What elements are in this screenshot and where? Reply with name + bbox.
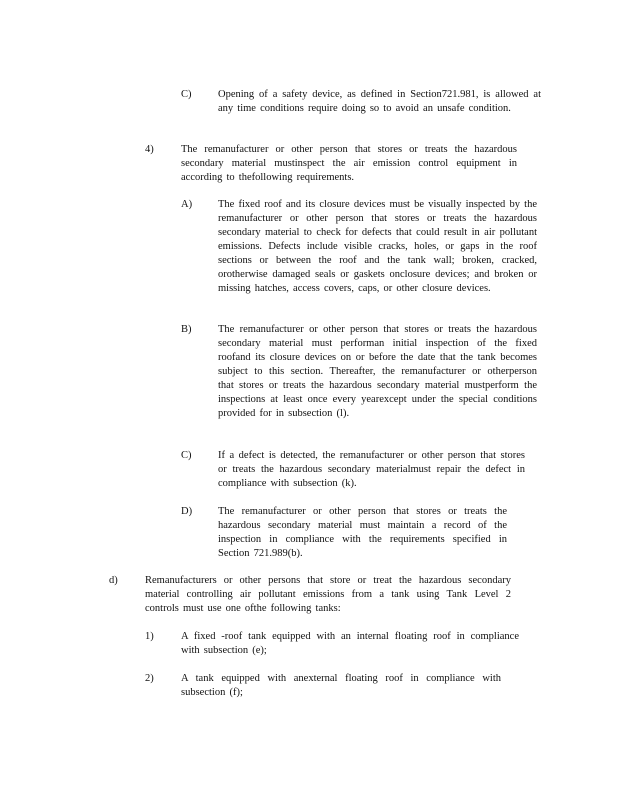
item-text: The remanufacturer or other person that stores or treats the hazardous secondary material must maintain a record of the inspection in compliance with the requirements specified in Section 721.989(b). (218, 506, 507, 559)
item-text: Opening of a safety device, as defined in Section721.981, is allowed at any time conditions require doing so to avoid an unsafe condition. (218, 89, 541, 114)
item-text: The remanufacturer or other person that stores or treats the hazardous secondary material must performan initial inspection of the fixed roofand its closure devices on or before the date that the tank becomes subject to this section. Thereafter, the remanufacturer or otherperson that stores or treats the hazardous secondary material mustperform the inspections at least once every yearexcept under the special conditions provided for in subsection (l). (218, 324, 537, 419)
item-text: A tank equipped with anexternal floating roof in compliance with subsection (f); (181, 673, 501, 698)
item-label: 4) (145, 144, 154, 155)
item-label: 2) (145, 673, 154, 684)
item-text: The remanufacturer or other person that stores or treats the hazardous secondary material mustinspect the air emission control equipment in according to thefollowing requirements. (181, 144, 517, 183)
item-text: The fixed roof and its closure devices must be visually inspected by the remanufacturer or other person that stores or treats the hazardous secondary material to check for defects that could result in air pollutant emissions. Defects include visible cracks, holes, or gaps in the roof sections or between the roof and the tank wall; broken, cracked, orotherwise damaged seals or gaskets onclosure devices; and broken or missing hatches, access covers, caps, or other closure devices. (218, 199, 537, 294)
item-label: C) (181, 450, 192, 461)
item-label: d) (109, 575, 118, 586)
item-label: 1) (145, 631, 154, 642)
item-text: Remanufacturers or other persons that store or treat the hazardous secondary material controlling air pollutant emissions from a tank using Tank Level 2 controls must use one ofthe following tanks: (145, 575, 511, 614)
item-label: A) (181, 199, 193, 210)
item-text: If a defect is detected, the remanufacturer or other person that stores or treats the hazardous secondary materialmust repair the defect in compliance with subsection (k). (218, 450, 525, 489)
item-label: D) (181, 506, 193, 517)
item-text: A fixed -roof tank equipped with an internal floating roof in compliance with subsection (e); (181, 631, 519, 656)
item-label: C) (181, 89, 192, 100)
item-label: B) (181, 324, 192, 335)
